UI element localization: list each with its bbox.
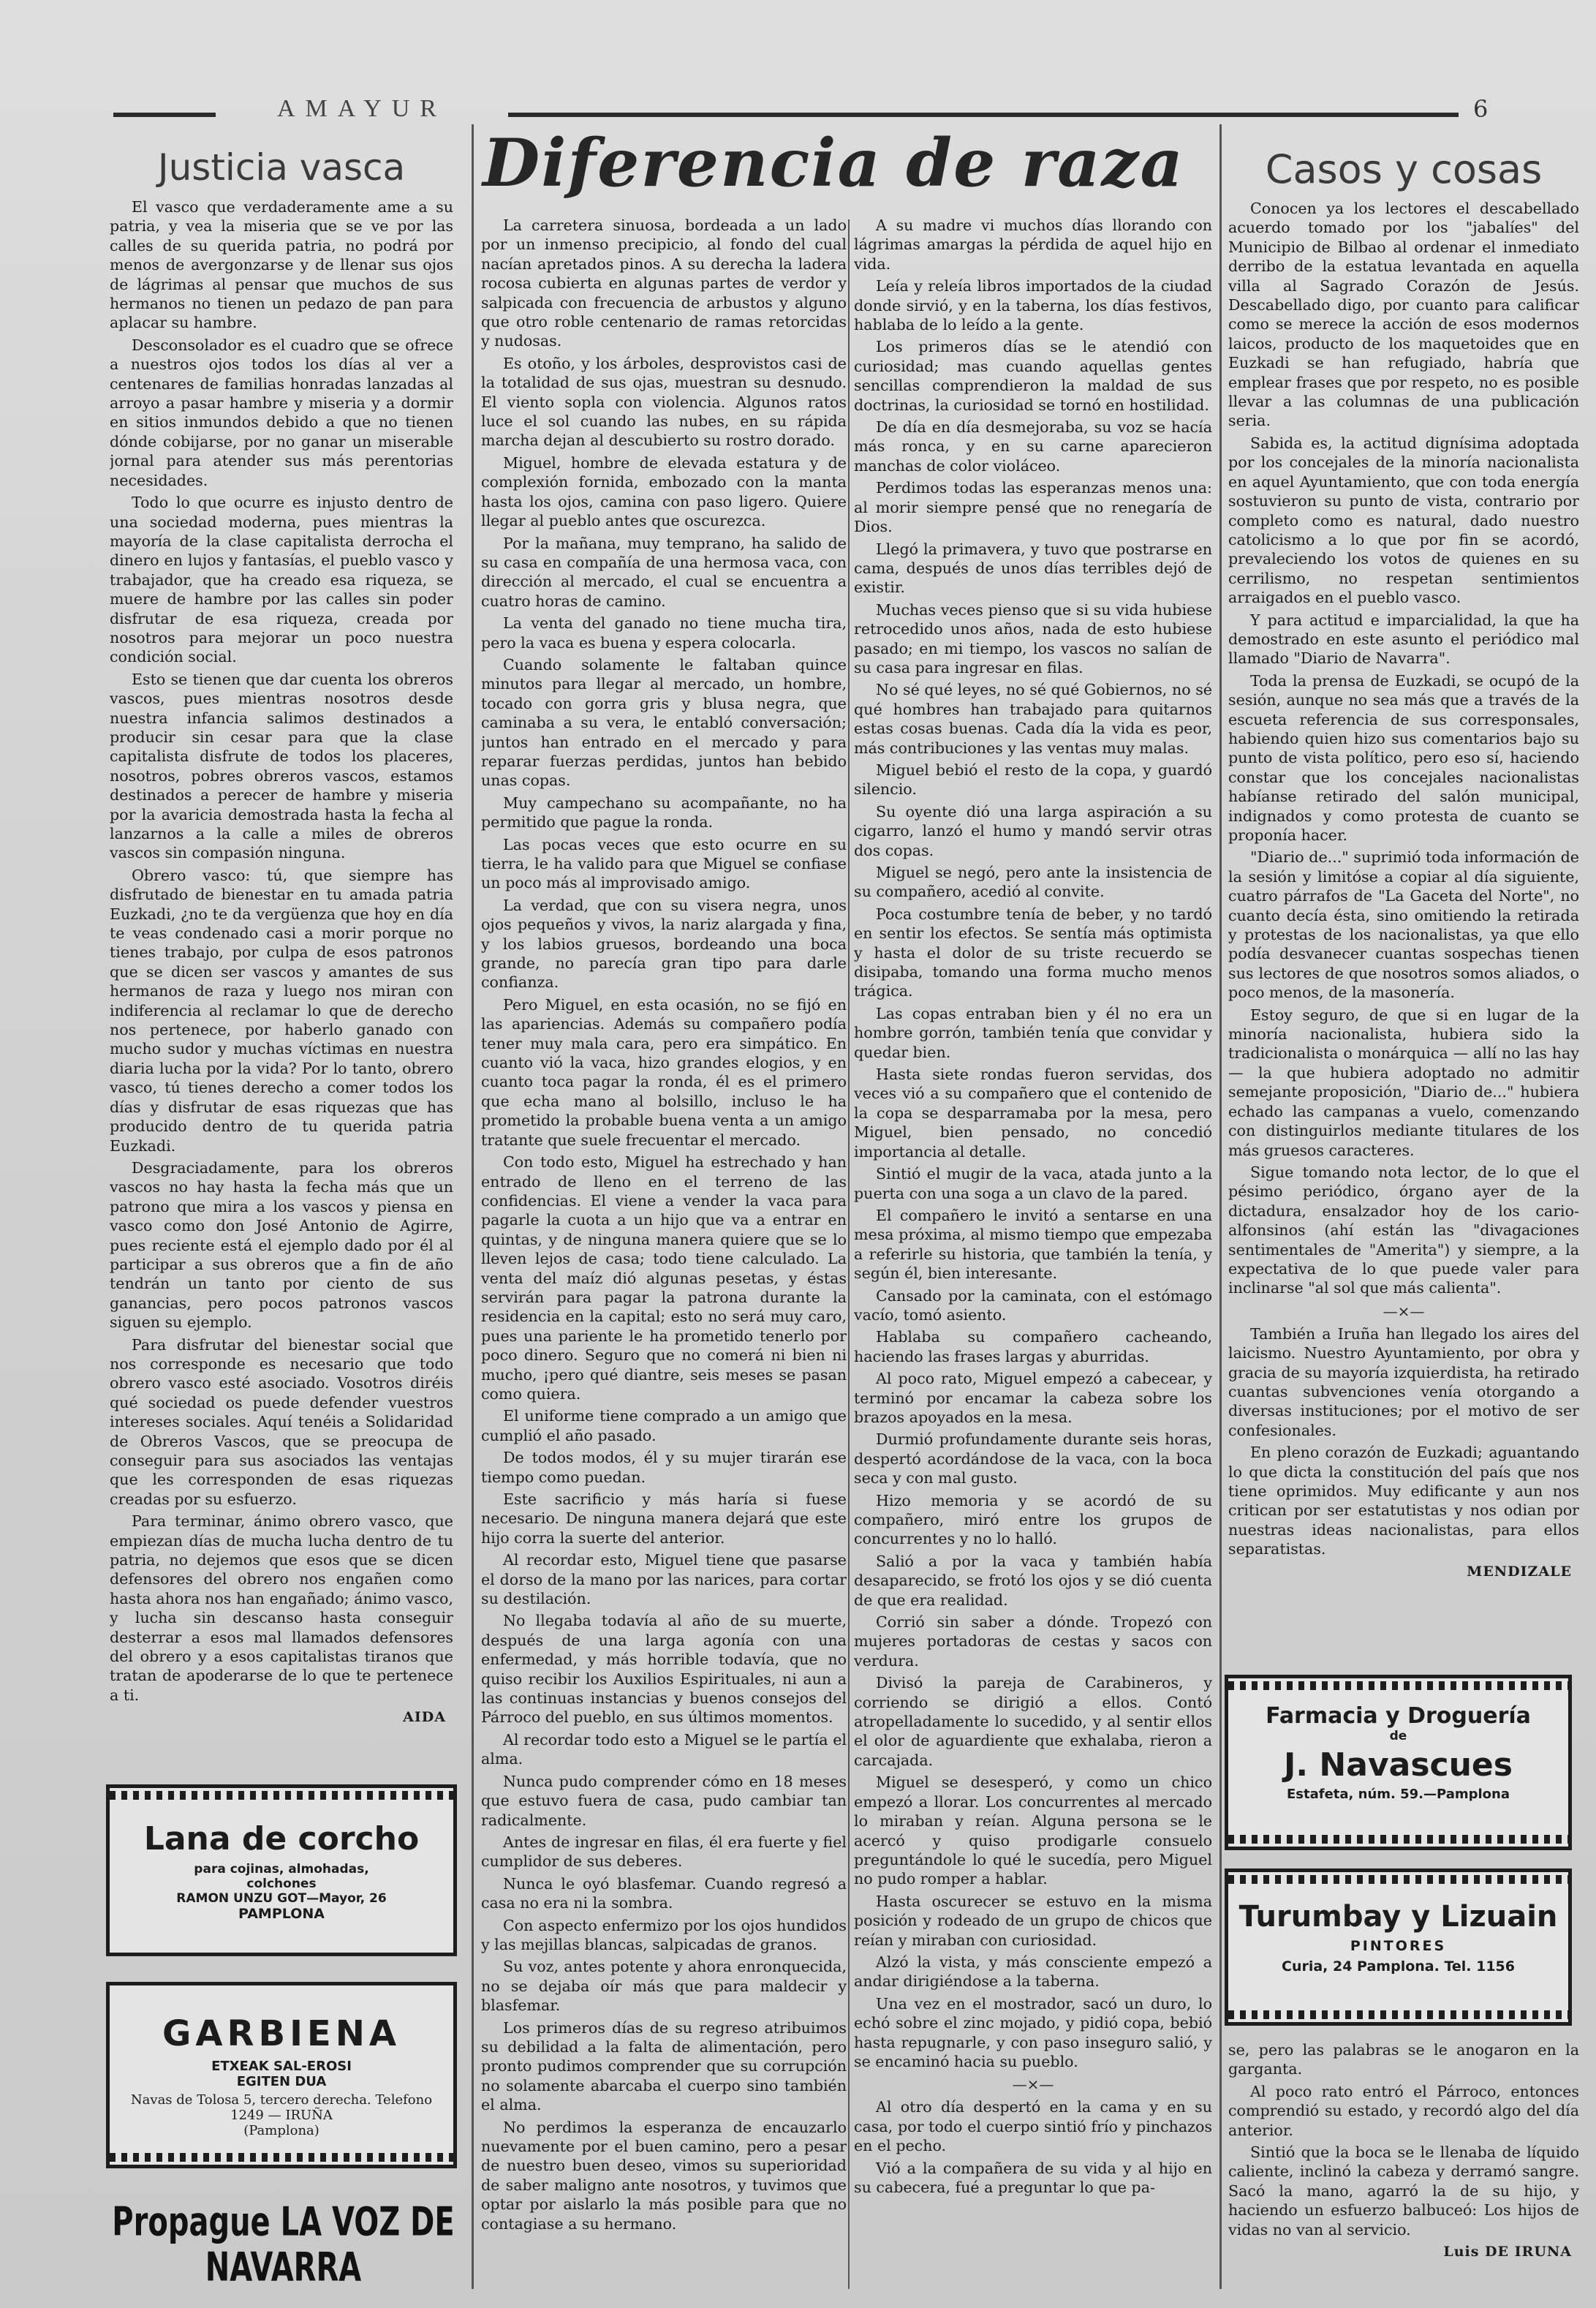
col2-paragraph: Hablaba su compañero cacheando, haciendo las frases largas y aburridas. [854, 1328, 1212, 1365]
col2-paragraph: Una vez en el mostrador, sacó un duro, lo echó sobre el zinc mojado, y pidió copa, bebió hasta repugnarle, y con paso inseguro salió, y se encaminó hacia su pueblo. [854, 1994, 1212, 2070]
col1-paragraph: Esto se tienen que dar cuenta los obreros vascos, pues mientras nosotros desde nuestra infancia salimos destinados a producir sin cesar para que la clase capitalista disfrute de todos los placeres, nosotros, pobres obreros vascos, estamos destinados a perecer de hambre y miseria por la avaricia demostrada hasta la fecha al lanzarnos a la calle a miles de obreros vascos sin compasión ninguna. [110, 670, 453, 862]
col3-paragraph: Estoy seguro, de que si en lugar de la minoría nacionalista, hubiera sido la tradicionalista o monárquica — allí no las hay — la que hubiera adoptado no admitir semejante proposición, "Diario de..." hubiera echado las campanas a vuelo, comenzando con distinguirlos mediante titulares de los más gruesos caracteres. [1228, 1006, 1579, 1159]
ad-border-pattern [110, 2153, 453, 2162]
col2-paragraph: No perdimos la esperanza de encauzarlo nuevamente por el buen camino, pero a pesar de nuestro buen deseo, vimos su superioridad de saber maligno ante nosotros, y tuvimos que optar por aislarlo la más posible para que no contagiase a su hermano. [481, 2118, 847, 2233]
ad-lana-line3: colchones [246, 1877, 317, 1891]
col3-cont-signature: Luis DE IRUNA [1443, 2244, 1572, 2260]
col1-paragraph: Para terminar, ánimo obrero vasco, que empiezan días de mucha lucha dentro de tu patria, no dejemos que esos que se dicen defensores del obrero nos engañen como hasta ahora nos han engañado; ánimo vasco, y lucha sin descanso hasta conseguir desterrar a esos mal llamados defensores del obrero y a esos capitalistas tiranos que tratan de apoderarse de lo que te pertenece a ti. [110, 1512, 453, 1704]
ad-garbiena-line5: (Pamplona) [243, 2123, 319, 2138]
col2-paragraph: Las copas entraban bien y él no era un hombre gorrón, también tenía que convidar y quedar bien. [854, 1004, 1212, 1061]
col1-paragraph: El vasco que verdaderamente ame a su patria, y vea la miseria que se ve por las calles de su querida patria, no podrá por menos de avergonzarse y de llenar sus ojos de lágrimas al pensar que muchos de sus hermanos no tienen un pedazo de pan para aplacar su hambre. [110, 198, 453, 332]
col2-paragraph: De todos modos, él y su mujer tirarán ese tiempo como puedan. [481, 1449, 847, 1486]
ad-farmacia-line1: Farmacia y Droguería [1266, 1703, 1531, 1729]
col2-paragraph: Leía y releía libros importados de la ciudad donde sirvió, y en la taberna, los días festivos, hablaba de lo leído a la gente. [854, 277, 1212, 334]
col3-paragraph: "Diario de..." suprimió toda información de la sesión y limitóse a copiar al día siguiente, cuatro párrafos de "La Gaceta del Norte", no cuanto decía ésta, sino omitiendo la retirada y protestas de los nacionalistas, ya que ello podía desvanecer cuantas sospechas tienen sus lectores de que nosotros somos aliados, o poco menos, de la masonería. [1228, 848, 1579, 1002]
col3-title: Casos y cosas [1265, 146, 1543, 192]
ad-lana-line2: para cojinas, almohadas, [194, 1862, 369, 1877]
ad-garbiena [106, 1982, 457, 2168]
ad-turumbay-lizuain [1225, 1868, 1572, 2026]
col2-paragraph: Al otro día despertó en la cama y en su casa, por todo el cuerpo sintió frío y pinchazos en el pecho. [854, 2098, 1212, 2155]
col3-continuation [1228, 2040, 1579, 2296]
col2-paragraph: Cansado por la caminata, con el estómago vacío, tomó asiento. [854, 1286, 1212, 1324]
ad-garbiena-name: GARBIENA [162, 2013, 401, 2054]
col2-paragraph: Es otoño, y los árboles, desprovistos casi de la totalidad de sus ojas, muestran su desnudo. El viento sopla con violencia. Algunos ratos luce el sol cuando las nubes, en su rápida marcha dejan al descubierto su rostro dorado. [481, 354, 847, 450]
col1-signature: AIDA [403, 1709, 446, 1726]
ad-propague: Propague LA VOZ DE NAVARRA [112, 2199, 455, 2290]
col2-paragraph: Nunca pudo comprender cómo en 18 meses que estuvo fuera de casa, pudo cambiar tan radicalmente. [481, 1772, 847, 1829]
col2-paragraph: La verdad, que con su visera negra, unos ojos pequeños y vivos, la nariz alargada y fina, y los labios gruesos, bordeando una boca grande, no parecía gran tipo para darle confianza. [481, 896, 847, 992]
col2-paragraph: Alzó la vista, y más consciente empezó a andar dirigiéndose a la taberna. [854, 1953, 1212, 1991]
col2-paragraph: Los primeros días se le atendió con curiosidad; mas cuando aquellas gentes sencillas comprendieron la maldad de sus doctrinas, la curiosidad se tornó en hostilidad. [854, 338, 1212, 414]
column-divider-right [1219, 124, 1222, 2289]
ad-turumbay-name: Turumbay y Lizuain [1238, 1900, 1558, 1934]
ad-turumbay-line2: PINTORES [1350, 1938, 1447, 1954]
col2-article-right [854, 216, 1212, 2296]
col1-paragraph: Obrero vasco: tú, que siempre has disfrutado de bienestar en tu amada patria Euzkadi, ¿no te da vergüenza que hoy en día te veas condenado casi a morir porque no tienes trabajo, por culpa de esos patronos que se dicen ser vascos y amantes de sus hermanos de raza y luego nos miran con indiferencia al reclamar lo que de derecho nos pertenece, por haberlo ganado con mucho sudor y muchas víctimas en nuestra diaria lucha por la vida? Por lo tanto, obrero vasco, tú tienes derecho a comer todos los días y disfrutar de esas riquezas que has producido dentro de tu querida patria Euzkadi. [110, 866, 453, 1155]
col2-paragraph: Al recordar esto, Miguel tiene que pasarse el dorso de la mano por las narices, para cortar su destilación. [481, 1551, 847, 1608]
col2-paragraph: Llegó la primavera, y tuvo que postrarse en cama, después de unos días terribles dejó de existir. [854, 540, 1212, 597]
ad-lana-de-corcho [106, 1784, 457, 1956]
col2-paragraph: Muchas veces pienso que si su vida hubiese retrocedido unos años, nada de esto hubiese pasado; en mi tiempo, los vascos no salían de su casa para ingresar en filas. [854, 600, 1212, 676]
ad-border-pattern [1228, 1875, 1568, 1884]
col1-paragraph: Desconsolador es el cuadro que se ofrece a nuestros ojos todos los días al ver a centenares de familias honradas lanzadas al arroyo a pasar hambre y miseria y a dormir en sitios inmundos debido a que no tienen dónde cobijarse, por no ganar un miserable jornal para atender sus más perentorias necesidades. [110, 336, 453, 489]
col2-paragraph: Muy campechano su acompañante, no ha permitido que pague la ronda. [481, 793, 847, 831]
col2-paragraph: Al recordar todo esto a Miguel se le partía el alma. [481, 1730, 847, 1768]
col3-cont-paragraph: se, pero las palabras se le anogaron en la garganta. [1228, 2041, 1579, 2078]
col2-paragraph: Antes de ingresar en filas, él era fuerte y fiel cumplidor de sus deberes. [481, 1833, 847, 1871]
col1-article [110, 197, 453, 1748]
col3-paragraph: Sabida es, la actitud dignísima adoptada por los concejales de la minoría nacionalista en aquel Ayuntamiento, que con toda energía sostuvieron su punto de vista, contrario por completo como es natural, dado nuestro catolicismo a lo que por fin se acordó, prevaleciendo los votos de quienes en su cerrilismo, no respetan sentimientos arraigados en el pueblo vasco. [1228, 434, 1579, 607]
ad-farmacia-line2: de [1389, 1729, 1407, 1743]
col2-paragraph: Salió a por la vaca y también había desaparecido, se frotó los ojos y se dió cuenta de que era realidad. [854, 1552, 1212, 1609]
col2-paragraph: Sintió el mugir de la vaca, atada junto a la puerta con una soga a un clavo de la pared. [854, 1165, 1212, 1202]
col2-paragraph: Pero Miguel, en esta ocasión, no se fijó en las apariencias. Además su compañero podía tener muy mala cara, pero era simpático. En cuanto vió la vaca, hizo grandes elogios, y en cuanto toca pagar la ronda, él es el primero que echa mano al bolsillo, incluso le ha prometido la probable buena venta a un amigo tratante que suele frecuentar el mercado. [481, 995, 847, 1149]
col2-paragraph: Al poco rato, Miguel empezó a cabecear, y terminó por encamar la cabeza sobre los brazos apoyados en la mesa. [854, 1370, 1212, 1426]
col1-paragraph: Desgraciadamente, para los obreros vascos no hay hasta la fecha más que un patrono que mira a los vascos y piensa en vasco como don José Antonio de Agirre, pues reciente está el ejemplo dado por él al participar a sus obreros que a fin de año tendrán un tanto por ciento de sus ganancias, pero pocos patronos vascos siguen su ejemplo. [110, 1158, 453, 1332]
ad-farmacia-line4: Estafeta, núm. 59.—Pamplona [1286, 1787, 1510, 1802]
col2-paragraph: Miguel se desesperó, y como un chico empezó a llorar. Los concurrentes al mercado lo miraban y reían. Alguna persona se le acercó y quiso prodigarle consuelo preguntándole lo qué le sucedía, pero Miguel no pudo romper a hablar. [854, 1773, 1212, 1888]
col2-paragraph: El uniforme tiene comprado a un amigo que cumplió el año pasado. [481, 1407, 847, 1444]
col3-separator: —×— [1383, 1302, 1425, 1320]
col2-paragraph: Cuando solamente le faltaban quince minutos para llegar al mercado, un hombre, tocado con gorra gris y blusa negra, que caminaba a su vera, le entabló conversación; juntos han entrado en el mercado y para reparar fuerzas perdidas, juntos han bebido unas copas. [481, 655, 847, 790]
col2-paragraph: Por la mañana, muy temprano, ha salido de su casa en compañía de una hermosa vaca, con dirección al mercado, el cual se encuentra a cuatro horas de camino. [481, 534, 847, 610]
ad-farmacia-name: J. Navascues [1284, 1746, 1513, 1784]
ad-garbiena-line2: ETXEAK SAL-EROSI [211, 2059, 352, 2074]
column-divider-left [472, 124, 474, 2289]
col2-paragraph: Divisó la pareja de Carabineros, y corriendo se dirigió a ellos. Contó atropelladamente lo sucedido, y al sentir ellos el olor de aguardiente que exhalaba, rieron a carcajada. [854, 1674, 1212, 1769]
col1-title: Justicia vasca [157, 146, 406, 189]
col3-paragraph: Conocen ya los lectores el descabellado acuerdo tomado por los "jabalíes" del Municipio de Bilbao al ordenar el inmediato derribo de la estatua levantada en aquella villa al Sagrado Corazón de Jesús. Descabellado digo, por cuanto para calificar como se merece la acción de esos modernos laicos, producto de los maquetoides que en Euzkadi se han refugiado, habría que emplear frases que por respeto, no es posible llevar a las columnas de una publicación seria. [1228, 200, 1579, 430]
ad-lana-name: Lana de corcho [143, 1820, 420, 1858]
ad-garbiena-line3: EGITEN DUA [236, 2074, 327, 2089]
col3-paragraph: Sigue tomando nota lector, de lo que el pésimo periódico, órgano ayer de la dictadura, ensalzador hoy de los cario-alfonsinos (ahí están las "divagaciones sentimentales de "Amerita") y siempre, a la expectativa de lo que puede valer para inclinarse "al sol que más calienta". [1228, 1163, 1579, 1297]
masthead-rule-right [508, 113, 1459, 117]
col3-paragraph: Y para actitud e imparcialidad, la que ha demostrado en este asunto el periódico mal llamado "Diario de Navarra". [1228, 611, 1579, 668]
ad-turumbay-line3: Curia, 24 Pamplona. Tel. 1156 [1282, 1958, 1515, 1975]
col2-paragraph: Miguel, hombre de elevada estatura y de complexión fornida, embozado con la manta hasta los ojos, camina con paso ligero. Quiere llegar al pueblo antes que oscurezca. [481, 453, 847, 530]
col2-inner-divider [848, 219, 850, 2289]
ad-border-pattern [1228, 2010, 1568, 2019]
col2-paragraph: Miguel se negó, pero ante la insistencia de su compañero, acedió al convite. [854, 864, 1212, 901]
masthead-title: AMAYUR [276, 95, 447, 122]
ad-lana-line5: PAMPLONA [238, 1906, 325, 1922]
col2-paragraph: Con aspecto enfermizo por los ojos hundidos y las mejillas blancas, salpicadas de granos. [481, 1916, 847, 1953]
col2-paragraph: Hizo memoria y se acordó de su compañero, miró entre los grupos de concurrentes y no lo halló. [854, 1491, 1212, 1548]
col2-paragraph: Perdimos todas las esperanzas menos una: al morir siempre pensé que no renegaría de Dios. [854, 479, 1212, 536]
col3-signature: MENDIZALE [1467, 1563, 1572, 1580]
col2-paragraph: Nunca le oyó blasfemar. Cuando regresó a casa no era ni la sombra. [481, 1874, 847, 1912]
col3-paragraph: Toda la prensa de Euzkadi, se ocupó de la sesión, aunque no sea más que a través de la escueta referencia de sus corresponsales, habiendo quien hizo sus comentarios bajo su punto de vista político, pero eso sí, haciendo constar que los concejales nacionalistas habíanse retirado del salón municipal, indignados y como protesta de cuanto se proponía hacer. [1228, 671, 1579, 844]
col2-title: Diferencia de raza [483, 124, 1184, 202]
col2-paragraph: Corrió sin saber a dónde. Tropezó con mujeres portadoras de cestas y sacos con verdura. [854, 1613, 1212, 1670]
col2-paragraph: Las pocas veces que esto ocurre en su tierra, le ha valido para que Miguel se confiase un poco más al improvisado amigo. [481, 835, 847, 892]
col3-cont-paragraph: Sintió que la boca se le llenaba de líquido caliente, inclinó la cabeza y derramó sangre. Sacó la mano, agarró la de su hijo, y haciendo un esfuerzo balbuceó: Los hijos de vidas no van al servicio. [1228, 2143, 1579, 2239]
col2-paragraph: Los primeros días de su regreso atribuimos su debilidad a la falta de alimentación, pero pronto pudimos comprender que su corrupción no solamente abarcaba el cuerpo sino también el alma. [481, 2018, 847, 2114]
ad-farmacia-navascues [1225, 1675, 1572, 1850]
col2-paragraph: La venta del ganado no tiene mucha tira, pero la vaca es buena y espera colocarla. [481, 614, 847, 652]
col3-article [1228, 199, 1579, 1643]
col3-paragraph: En pleno corazón de Euzkadi; aguantando lo que dicta la constitución del país que nos tiene oprimidos. Muy edificante y aun nos critican por ser estatutistas y nos odian por nuestras ideas nacionalistas, para ellos separatistas. [1228, 1444, 1579, 1558]
col2-article-left [481, 216, 847, 2296]
col2-paragraph: Miguel bebió el resto de la copa, y guardó silencio. [854, 761, 1212, 799]
ad-garbiena-line4: Navas de Tolosa 5, tercero derecha. Telefono 1249 — IRUÑA [130, 2092, 433, 2123]
col2-paragraph: Este sacrificio y más haría si fuese necesario. De ninguna manera dejará que este hijo corra la suerte del anterior. [481, 1490, 847, 1547]
col2-paragraph: Poca costumbre tenía de beber, y no tardó en sentir los efectos. Se sentía más optimista y hasta el dolor de su triste recuerdo se disipaba, tomando una forma mucho menos trágica. [854, 905, 1212, 1000]
col2-paragraph: La carretera sinuosa, bordeada a un lado por un inmenso precipicio, al fondo del cual nacían apretados pinos. A su derecha la ladera rocosa cubierta en algunas partes de verdor y salpicada con frecuencia de arbustos y alguno que otro roble centenario de ramas retorcidas y nudosas. [481, 216, 847, 350]
col2-separator: —×— [1012, 2075, 1054, 2094]
col2-paragraph: Durmió profundamente durante seis horas, despertó acordándose de la vaca, con la boca seca y con mal gusto. [854, 1430, 1212, 1487]
page-number: 6 [1473, 95, 1489, 123]
col2-paragraph: Con todo esto, Miguel ha estrechado y han entrado de lleno en el terreno de las confidencias. El viene a vender la vaca para pagarle la cuota a un hijo que va a entrar en quintas, y de ninguna manera quiere que se lo lleven lejos de casa; todo tiene calculado. La venta del maíz dió algunas pesetas, y éstas servirán para pagar la patrona durante la residencia en la capital; esto no será muy caro, pues una pariente le ha prometido tenerlo por poco dinero. Seguro que no comerá ni bien ni mucho, ¡pero qué diantre, seis meses se pasan como quiera. [481, 1153, 847, 1403]
col2-paragraph: Vió a la compañera de su vida y al hijo en su cabecera, fué a preguntar lo que pa- [854, 2159, 1212, 2196]
masthead-rule-left [113, 113, 216, 117]
col2-paragraph: No sé qué leyes, no sé qué Gobiernos, no sé qué hombres han trabajado para quitarnos estas cosas buenas. Cada día la vida es peor, más contribuciones y las ventas muy malas. [854, 681, 1212, 757]
col3-paragraph: También a Iruña han llegado los aires del laicismo. Nuestro Ayuntamiento, por obra y gracia de su mayoría izquierdista, ha retirado cuantas subvenciones venía otorgando a diversas instituciones; por el motivo de ser confesionales. [1228, 1324, 1579, 1439]
col2-paragraph: Su oyente dió una larga aspiración a su cigarro, lanzó el humo y mandó servir otras dos copas. [854, 802, 1212, 859]
col1-paragraph: Todo lo que ocurre es injusto dentro de una sociedad moderna, pues mientras la mayoría de la clase capitalista derrocha el dinero en lujos y fantasías, el pueblo vasco y trabajador, que ha creado esa riqueza, se muere de hambre por las calles sin poder disfrutar de esa riqueza, creada por nosotros para mejorar un poco nuestra condición social. [110, 494, 453, 666]
ad-lana-line4: RAMON UNZU GOT—Mayor, 26 [176, 1891, 387, 1906]
col2-paragraph: El compañero le invitó a sentarse en una mesa próxima, al mismo tiempo que empezaba a referirle su historia, que también la tenía, y según él, bien interesante. [854, 1206, 1212, 1283]
col2-paragraph: De día en día desmejoraba, su voz se hacía más ronca, y en su carne aparecieron manchas de color violáceo. [854, 418, 1212, 475]
col2-paragraph: A su madre vi muchos días llorando con lágrimas amargas la pérdida de aquel hijo en vida. [854, 216, 1212, 273]
ad-border-pattern [110, 1791, 453, 1800]
col2-paragraph: Hasta siete rondas fueron servidas, dos veces vió a su compañero que el contenido de la copa se desparramaba por la mesa, pero Miguel, bien pensado, no concedió importancia al detalle. [854, 1066, 1212, 1161]
col3-cont-paragraph: Al poco rato entró el Párroco, entonces comprendió su estado, y recordó algo del día anterior. [1228, 2082, 1579, 2139]
col2-paragraph: Hasta oscurecer se estuvo en la misma posición y rodeado de un grupo de chicos que reían y miraban con curiosidad. [854, 1892, 1212, 1949]
ad-border-pattern [1228, 1681, 1568, 1690]
masthead-bar [113, 95, 1495, 124]
col2-paragraph: No llegaba todavía al año de su muerte, después de una larga agonía con una enfermedad, y más horrible todavía, que no quiso recibir los Auxilios Espirituales, ni aun a las continuas instancias y buenos consejos del Párroco del pueblo, en sus últimos momentos. [481, 1612, 847, 1727]
col2-paragraph: Su voz, antes potente y ahora enronquecida, no se dejaba oír más que para maldecir y blasfemar. [481, 1958, 847, 2015]
ad-border-pattern [1228, 1835, 1568, 1844]
col1-paragraph: Para disfrutar del bienestar social que nos corresponde es necesario que todo obrero vasco esté asociado. Vosotros diréis qué sociedad os puede defender vuestros intereses sociales. Aquí tenéis a Solidaridad de Obreros Vascos, que se preocupa de conseguir para sus asociados las ventajas que les corresponden de esas riquezas creadas por su esfuerzo. [110, 1335, 453, 1508]
